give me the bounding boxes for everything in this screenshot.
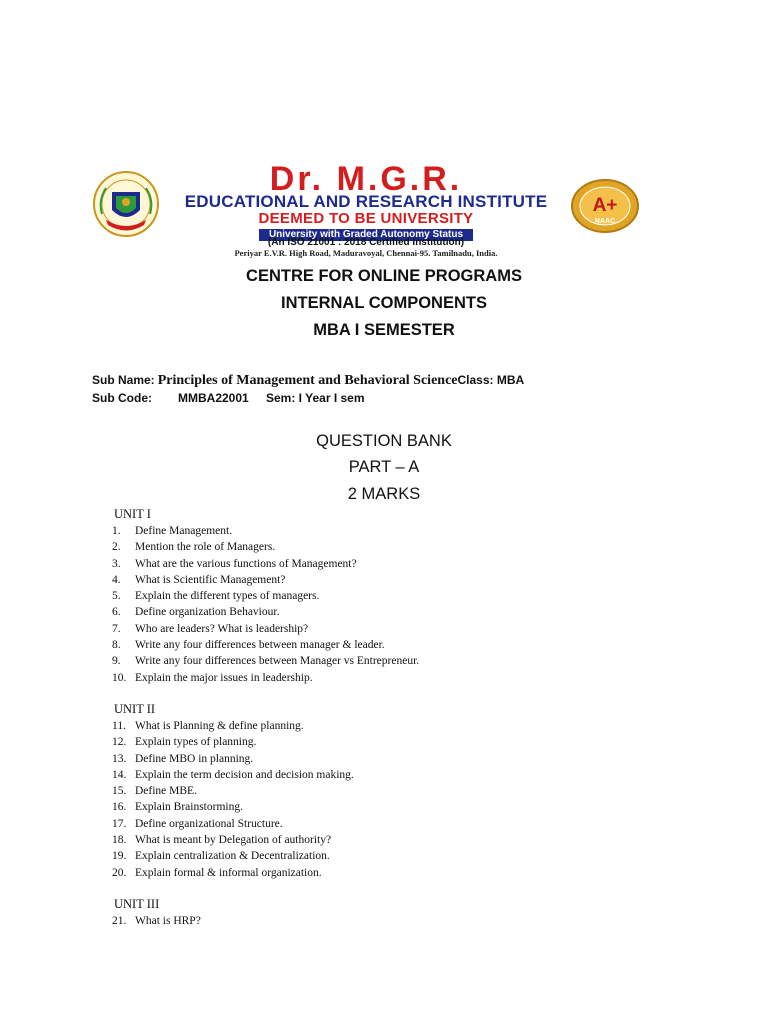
question-text: Explain the major issues in leadership.	[135, 671, 313, 684]
question-number: 3.	[112, 557, 121, 570]
question-text: Define MBO in planning.	[135, 752, 254, 765]
question-text: Write any four differences between manager & leader.	[135, 639, 385, 652]
subject-name-row	[92, 372, 524, 389]
unit-title: UNIT II	[114, 702, 156, 716]
semester-label: Sem: I Year I sem	[266, 391, 365, 405]
question-text: Explain formal & informal organization.	[135, 866, 322, 879]
heading-centre: CENTRE FOR ONLINE PROGRAMS	[246, 267, 522, 285]
iso-certification: (An ISO 21001 : 2018 Certified Institution)	[267, 237, 465, 248]
subject-code-label: Sub Code:	[92, 391, 152, 405]
institution-address: Periyar E.V.R. High Road, Maduravoyal, Chennai-95. Tamilnadu, India.	[234, 248, 498, 258]
question-number: 15.	[112, 785, 127, 798]
question-number: 13.	[112, 752, 127, 765]
institution-name: Dr. M.G.R.	[269, 160, 463, 198]
naac-label: NAAC	[594, 218, 616, 225]
question-text: Define MBE.	[135, 785, 197, 798]
question-text: What are the various functions of Management?	[135, 557, 357, 570]
question-number: 10.	[112, 671, 127, 684]
university-emblem-logo	[92, 170, 160, 238]
question-number: 2.	[112, 541, 121, 554]
question-number: 14.	[112, 768, 127, 781]
question-number: 8.	[112, 639, 121, 652]
question-number: 18.	[112, 834, 127, 847]
institution-line-educational: EDUCATIONAL AND RESEARCH INSTITUTE	[184, 192, 548, 211]
question-bank-title: QUESTION BANK	[316, 432, 452, 450]
question-text: Explain types of planning.	[135, 736, 257, 749]
heading-internal-components: INTERNAL COMPONENTS	[281, 294, 487, 312]
question-number: 16.	[112, 801, 127, 814]
letterhead	[92, 162, 652, 258]
naac-badge-icon	[570, 178, 640, 234]
question-number: 9.	[112, 655, 121, 668]
unit-title: UNIT III	[114, 897, 160, 911]
question-number: 5.	[112, 590, 121, 603]
question-text: Who are leaders? What is leadership?	[135, 622, 309, 635]
marks-title: 2 MARKS	[347, 485, 421, 503]
question-number: 12.	[112, 736, 127, 749]
autonomy-text: University with Graded Autonomy Status	[259, 229, 473, 241]
question-text: Explain the term decision and decision making.	[135, 768, 354, 781]
subject-code-row	[92, 390, 152, 406]
question-text: Explain centralization & Decentralization.	[135, 850, 330, 863]
subject-name-label: Sub Name:	[92, 373, 155, 387]
question-number: 11.	[112, 720, 126, 732]
question-text: What is HRP?	[135, 915, 201, 927]
question-text: Write any four differences between Manager vs Entrepreneur.	[135, 655, 420, 668]
question-text: Define organization Behaviour.	[135, 606, 280, 619]
question-number: 17.	[112, 817, 127, 830]
naac-grade: A+	[592, 195, 618, 216]
question-text: Explain the different types of managers.	[135, 590, 320, 603]
question-text: What is Scientific Management?	[135, 573, 286, 586]
question-number: 20.	[112, 866, 127, 879]
unit-title: UNIT I	[114, 507, 151, 521]
question-number: 1.	[112, 525, 121, 537]
question-number: 7.	[112, 622, 121, 635]
part-title: PART – A	[348, 458, 420, 476]
question-text: Explain Brainstorming.	[135, 801, 243, 814]
question-number: 6.	[112, 606, 121, 619]
question-text: Define Management.	[135, 525, 233, 537]
question-text: Define organizational Structure.	[135, 817, 283, 830]
institution-line-deemed: DEEMED TO BE UNIVERSITY	[258, 210, 474, 227]
heading-semester: MBA I SEMESTER	[313, 321, 455, 339]
class-label: Class: MBA	[457, 373, 525, 387]
question-text: What is meant by Delegation of authority?	[135, 834, 332, 847]
question-number: 19.	[112, 850, 127, 863]
question-number: 4.	[112, 573, 121, 586]
question-text: Mention the role of Managers.	[135, 541, 276, 554]
question-number: 21.	[112, 915, 127, 927]
question-text: What is Planning & define planning.	[135, 720, 304, 732]
subject-code-value: MMBA22001	[178, 391, 249, 405]
subject-name-value: Principles of Management and Behavioral Science	[157, 373, 458, 388]
